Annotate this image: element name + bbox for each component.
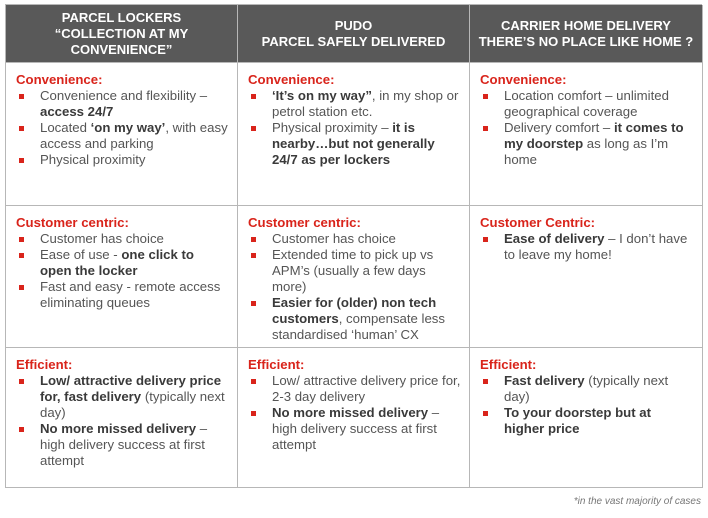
bullet-item: Located ‘on my way’, with easy access and parking	[16, 120, 229, 152]
cell-lockers-efficient	[6, 348, 238, 488]
bullet-list	[480, 373, 694, 437]
bullet-item: Customer has choice	[16, 231, 229, 247]
bullet-list	[248, 88, 461, 168]
bullet-item: Customer has choice	[248, 231, 461, 247]
cell-title: Efficient:	[248, 357, 305, 372]
bullet-item: To your doorstep but at higher price	[480, 405, 694, 437]
cell-title: Customer centric:	[248, 215, 361, 230]
bullet-item: Fast and easy - remote access eliminating queues	[16, 279, 229, 311]
cell-home-convenience	[470, 63, 703, 206]
bullet-list	[16, 373, 229, 469]
cell-title: Efficient:	[480, 357, 537, 372]
bullet-item: Low/ attractive delivery price for, fast delivery (typically next day)	[16, 373, 229, 421]
cell-title: Convenience:	[16, 72, 103, 87]
bullet-list	[16, 231, 229, 311]
cell-title: Customer centric:	[16, 215, 129, 230]
comparison-table	[5, 4, 702, 488]
cell-pudo-customer-centric	[238, 206, 470, 348]
bullet-item: Convenience and flexibility – access 24/7	[16, 88, 229, 120]
bullet-item: Extended time to pick up vs APM’s (usually a few days more)	[248, 247, 461, 295]
header-line: CONVENIENCE”	[70, 41, 173, 57]
header-pudo	[238, 5, 470, 63]
header-parcel-lockers	[6, 5, 238, 63]
bullet-item: Fast delivery (typically next day)	[480, 373, 694, 405]
bullet-list	[248, 231, 461, 343]
cell-lockers-convenience	[6, 63, 238, 206]
header-line: THERE’S NO PLACE LIKE HOME ?	[478, 33, 694, 49]
cell-home-customer-centric	[470, 206, 703, 348]
header-line: PUDO	[334, 17, 373, 33]
bullet-list	[480, 88, 694, 168]
bullet-list	[248, 373, 461, 453]
bullet-item: No more missed delivery – high delivery success at first attempt	[16, 421, 229, 469]
bullet-item: No more missed delivery – high delivery success at first attempt	[248, 405, 461, 453]
header-line: “COLLECTION AT MY	[54, 25, 189, 41]
bullet-item: Easier for (older) non tech customers, compensate less standardised ‘human’ CX	[248, 295, 461, 343]
cell-title: Customer Centric:	[480, 215, 596, 230]
header-carrier-home-delivery	[470, 5, 703, 63]
cell-title: Convenience:	[248, 72, 335, 87]
header-line: CARRIER HOME DELIVERY	[501, 17, 671, 33]
bullet-list	[16, 88, 229, 168]
cell-lockers-customer-centric	[6, 206, 238, 348]
cell-pudo-convenience	[238, 63, 470, 206]
bullet-item: Delivery comfort – it comes to my doorstep as long as I’m home	[480, 120, 694, 168]
header-line: PARCEL LOCKERS	[61, 9, 182, 25]
header-line: PARCEL SAFELY DELIVERED	[261, 33, 446, 49]
bullet-item: Low/ attractive delivery price for, 2-3 day delivery	[248, 373, 461, 405]
footnote: *in the vast majority of cases	[573, 496, 701, 507]
bullet-item: Location comfort – unlimited geographical coverage	[480, 88, 694, 120]
bullet-item: Ease of delivery – I don’t have to leave my home!	[480, 231, 694, 263]
cell-title: Efficient:	[16, 357, 73, 372]
bullet-item: Physical proximity	[16, 152, 229, 168]
bullet-item: ‘It’s on my way”, in my shop or petrol station etc.	[248, 88, 461, 120]
cell-title: Convenience:	[480, 72, 567, 87]
cell-pudo-efficient	[238, 348, 470, 488]
bullet-list	[480, 231, 694, 263]
bullet-item: Physical proximity – it is nearby…but not generally 24/7 as per lockers	[248, 120, 461, 168]
cell-home-efficient	[470, 348, 703, 488]
bullet-item: Ease of use - one click to open the locker	[16, 247, 229, 279]
